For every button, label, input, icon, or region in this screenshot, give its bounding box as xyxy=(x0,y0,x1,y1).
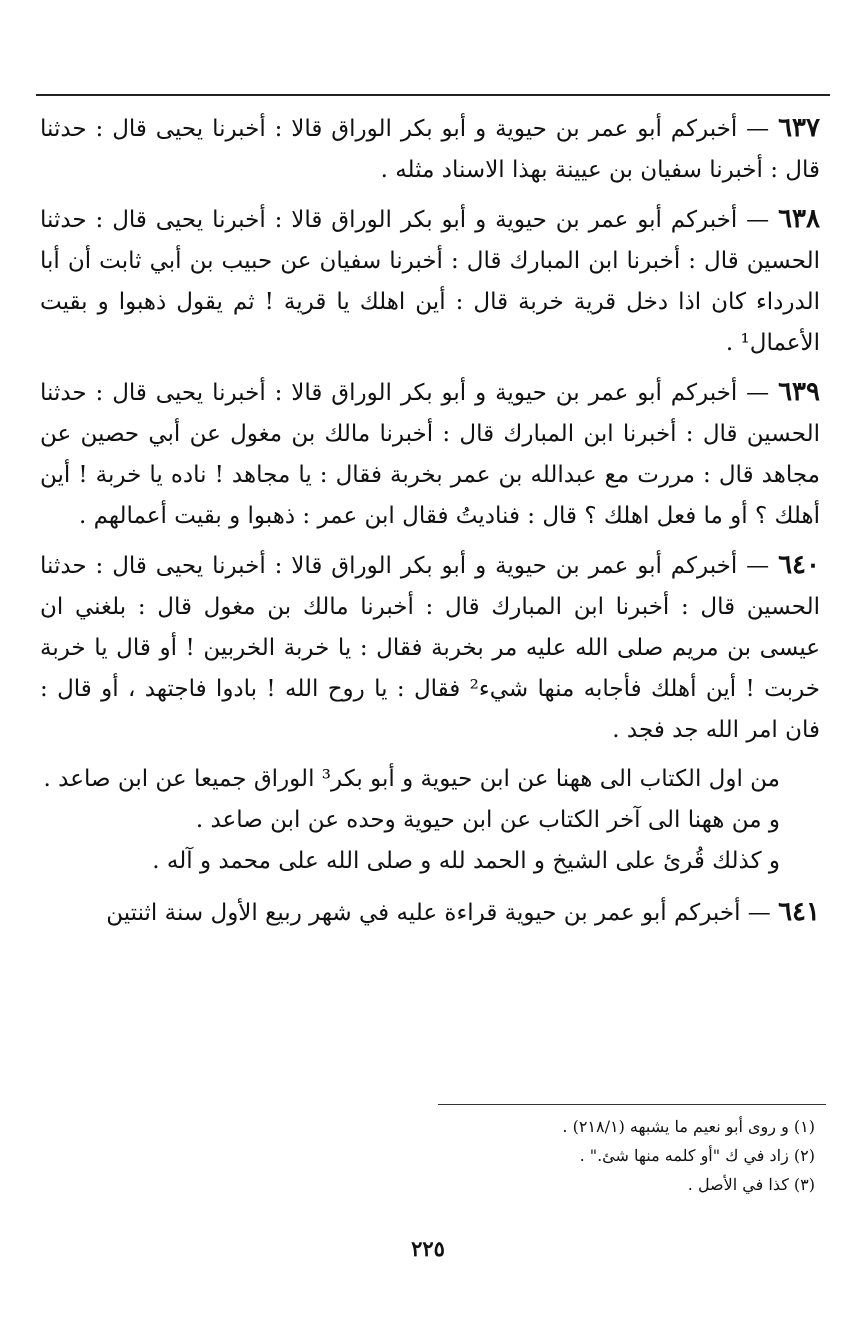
footnote-rule xyxy=(438,1104,826,1105)
hadith-entry-641 xyxy=(40,892,820,934)
footnote: (١) و روى أبو نعيم ما يشبهه (٢١٨/١) . xyxy=(562,1117,815,1136)
entry-number: ٦٤١ xyxy=(778,897,820,927)
hadith-entry-640 xyxy=(40,545,820,751)
entry-number: ٦٣٨ xyxy=(778,204,820,234)
entry-number: ٦٤٠ xyxy=(778,550,820,580)
footnote: (٢) زاد في ك "أو كلمه منها شئ." . xyxy=(579,1146,815,1165)
main-text xyxy=(40,108,820,942)
entry-text: — أخبركم أبو عمر بن حيوية و أبو بكر الوراق قالا : أخبرنا يحيى قال : حدثنا الحسين قال : أخبرنا ابن المبارك قال : أخبرنا مالك بن مغول قال : بلغني ان عيسى بن مريم صلى الله عليه مر بخربة فقال : يا خربة الخربين ! أو قال يا خربة خربت ! أين أهلك فأجابه منها شيء² فقال : يا روح الله ! بادوا فاجتهد ، أو قال : فان امر الله جد فجد . xyxy=(40,553,820,743)
header-rule xyxy=(36,94,830,96)
footnotes xyxy=(420,1112,815,1199)
entry-text: — أخبركم أبو عمر بن حيوية قراءة عليه في شهر ربيع الأول سنة اثنتين xyxy=(106,900,771,926)
hadith-entry-638 xyxy=(40,199,820,364)
entry-text: — أخبركم أبو عمر بن حيوية و أبو بكر الوراق قالا : أخبرنا يحيى قال : حدثنا الحسين قال : أخبرنا ابن المبارك قال : أخبرنا مالك بن مغول عن أبي حصين عن مجاهد قال : مررت مع عبدالله بن عمر بخربة فقال : يا مجاهد ! ناده يا خربة ! أين أهلك ؟ أو ما فعل اهلك ؟ قال : فناديتُ فقال ابن عمر : ذهبوا و بقيت أعمالهم . xyxy=(40,380,820,529)
entry-number: ٦٣٩ xyxy=(778,377,820,407)
transmission-note: من اول الكتاب الى ههنا عن ابن حيوية و أبو بكر³ الوراق جميعا عن ابن صاعد . xyxy=(43,766,780,792)
transmission-note: و من ههنا الى آخر الكتاب عن ابن حيوية وحده عن ابن صاعد . xyxy=(195,807,780,833)
entry-text: — أخبركم أبو عمر بن حيوية و أبو بكر الوراق قالا : أخبرنا يحيى قال : حدثنا الحسين قال : أخبرنا ابن المبارك قال : أخبرنا سفيان عن حبيب بن أبي ثابت أن أبا الدرداء كان اذا دخل قرية خربة قال : أين اهلك يا قرية ! ثم يقول ذهبوا و بقيت الأعمال¹ . xyxy=(40,207,820,356)
entry-text: — أخبركم أبو عمر بن حيوية و أبو بكر الوراق قالا : أخبرنا يحيى قال : حدثنا قال : أخبرنا سفيان بن عيينة بهذا الاسناد مثله . xyxy=(40,116,820,183)
footnote: (٣) كذا في الأصل . xyxy=(687,1175,815,1194)
hadith-entry-639 xyxy=(40,372,820,537)
page-number: ٢٢٥ xyxy=(411,1236,445,1261)
transmission-note: و كذلك قُرئ على الشيخ و الحمد لله و صلى الله على محمد و آله . xyxy=(152,848,780,874)
hadith-entry-637 xyxy=(40,108,820,191)
entry-number: ٦٣٧ xyxy=(778,113,820,143)
